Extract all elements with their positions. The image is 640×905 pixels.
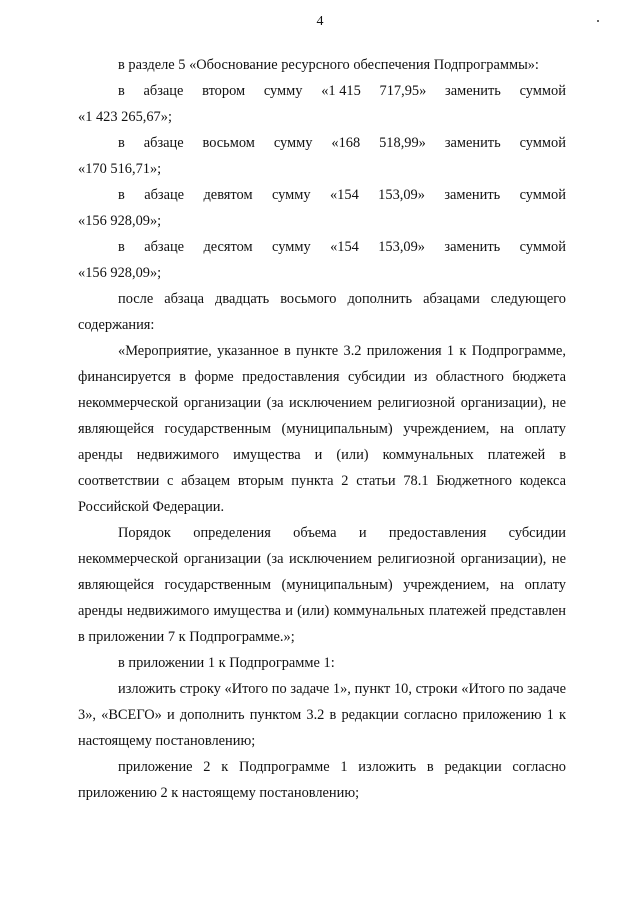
paragraph-appendix-2: приложение 2 к Подпрограмме 1 изложить в редакции согласно приложению 2 к настоящему постановлению; — [78, 759, 566, 801]
section-intro: в разделе 5 «Обоснование ресурсного обеспечения Подпрограммы»: — [118, 57, 539, 73]
replacement-word: десятом — [203, 239, 253, 255]
replacement-word: заменить — [445, 83, 501, 99]
replacement-word: сумму — [273, 135, 313, 151]
replacement-word: 153,09» — [378, 187, 425, 203]
replacement-new-sum: «170 516,71»; — [78, 161, 162, 177]
page-number: 4 — [316, 14, 324, 29]
replacement-word: сумму — [272, 239, 311, 255]
replacement-word: в — [118, 83, 125, 99]
replacement-word: 153,09» — [378, 239, 426, 255]
document-body — [78, 52, 566, 806]
replacement-word: «168 — [331, 135, 361, 151]
replacement-word: абзаце — [144, 239, 185, 255]
replacement-word: 717,95» — [379, 83, 427, 99]
replacement-list — [78, 78, 566, 286]
replacement-new-sum: «156 928,09»; — [78, 265, 162, 281]
replacement-row — [78, 234, 566, 260]
replacement-word: абзаце — [144, 187, 185, 203]
replacement-word: суммой — [519, 239, 566, 255]
replacement-word: сумму — [271, 187, 311, 203]
paragraph-set-lines: изложить строку «Итого по задаче 1», пункт 10, строки «Итого по задаче 3», «ВСЕГО» и дополнить пунктом 3.2 в редакции согласно приложению 1 к настоящему постановлению; — [78, 681, 566, 749]
replacement-row — [78, 130, 566, 156]
replacement-word: сумму — [263, 83, 303, 99]
replacement-word: заменить — [444, 187, 501, 203]
replacement-word: суммой — [519, 135, 566, 151]
replacement-row — [78, 78, 566, 104]
replacement-word: девятом — [203, 187, 253, 203]
replacement-word: в — [118, 239, 125, 255]
replacement-word: суммой — [519, 187, 566, 203]
replacement-word: заменить — [444, 135, 501, 151]
paragraph-appendix-1: в приложении 1 к Подпрограмме 1: — [118, 655, 335, 671]
paragraph-procedure: Порядок определения объема и предоставления субсидии некоммерческой организации (за исключением религиозной организации), не являющейся государственным (муниципальным) учреждением, на оплату аренды недвижимого имущества и (или) коммунальных платежей представлен в приложении 7 к Подпрограмме.»; — [78, 525, 566, 645]
replacement-word: в — [118, 135, 125, 151]
scan-speck — [597, 20, 599, 22]
replacement-word: заменить — [444, 239, 501, 255]
replacement-word: «154 — [330, 239, 359, 255]
replacement-word: абзаце — [143, 83, 184, 99]
replacement-word: втором — [202, 83, 246, 99]
paragraph-add-after: после абзаца двадцать восьмого дополнить абзацами следующего содержания: — [78, 291, 566, 333]
replacement-new-sum: «156 928,09»; — [78, 213, 162, 229]
replacement-row — [78, 182, 566, 208]
replacement-new-sum: «1 423 265,67»; — [78, 109, 172, 125]
replacement-word: в — [118, 187, 125, 203]
replacement-word: суммой — [519, 83, 566, 99]
replacement-word: 518,99» — [379, 135, 426, 151]
replacement-word: восьмом — [202, 135, 255, 151]
paragraph-measure: «Мероприятие, указанное в пункте 3.2 приложения 1 к Подпрограмме, финансируется в форме предоставления субсидии из областного бюджета некоммерческой организации (за исключением религиозной организации), не являющейся государственным (муниципальным) учреждением, на оплату аренды недвижимого имущества и (или) коммунальных платежей в соответствии с абзацем вторым пункта 2 статьи 78.1 Бюджетного кодекса Российской Федерации. — [78, 343, 566, 515]
replacement-word: «1 415 — [321, 83, 361, 99]
replacement-word: абзаце — [143, 135, 184, 151]
replacement-word: «154 — [329, 187, 359, 203]
